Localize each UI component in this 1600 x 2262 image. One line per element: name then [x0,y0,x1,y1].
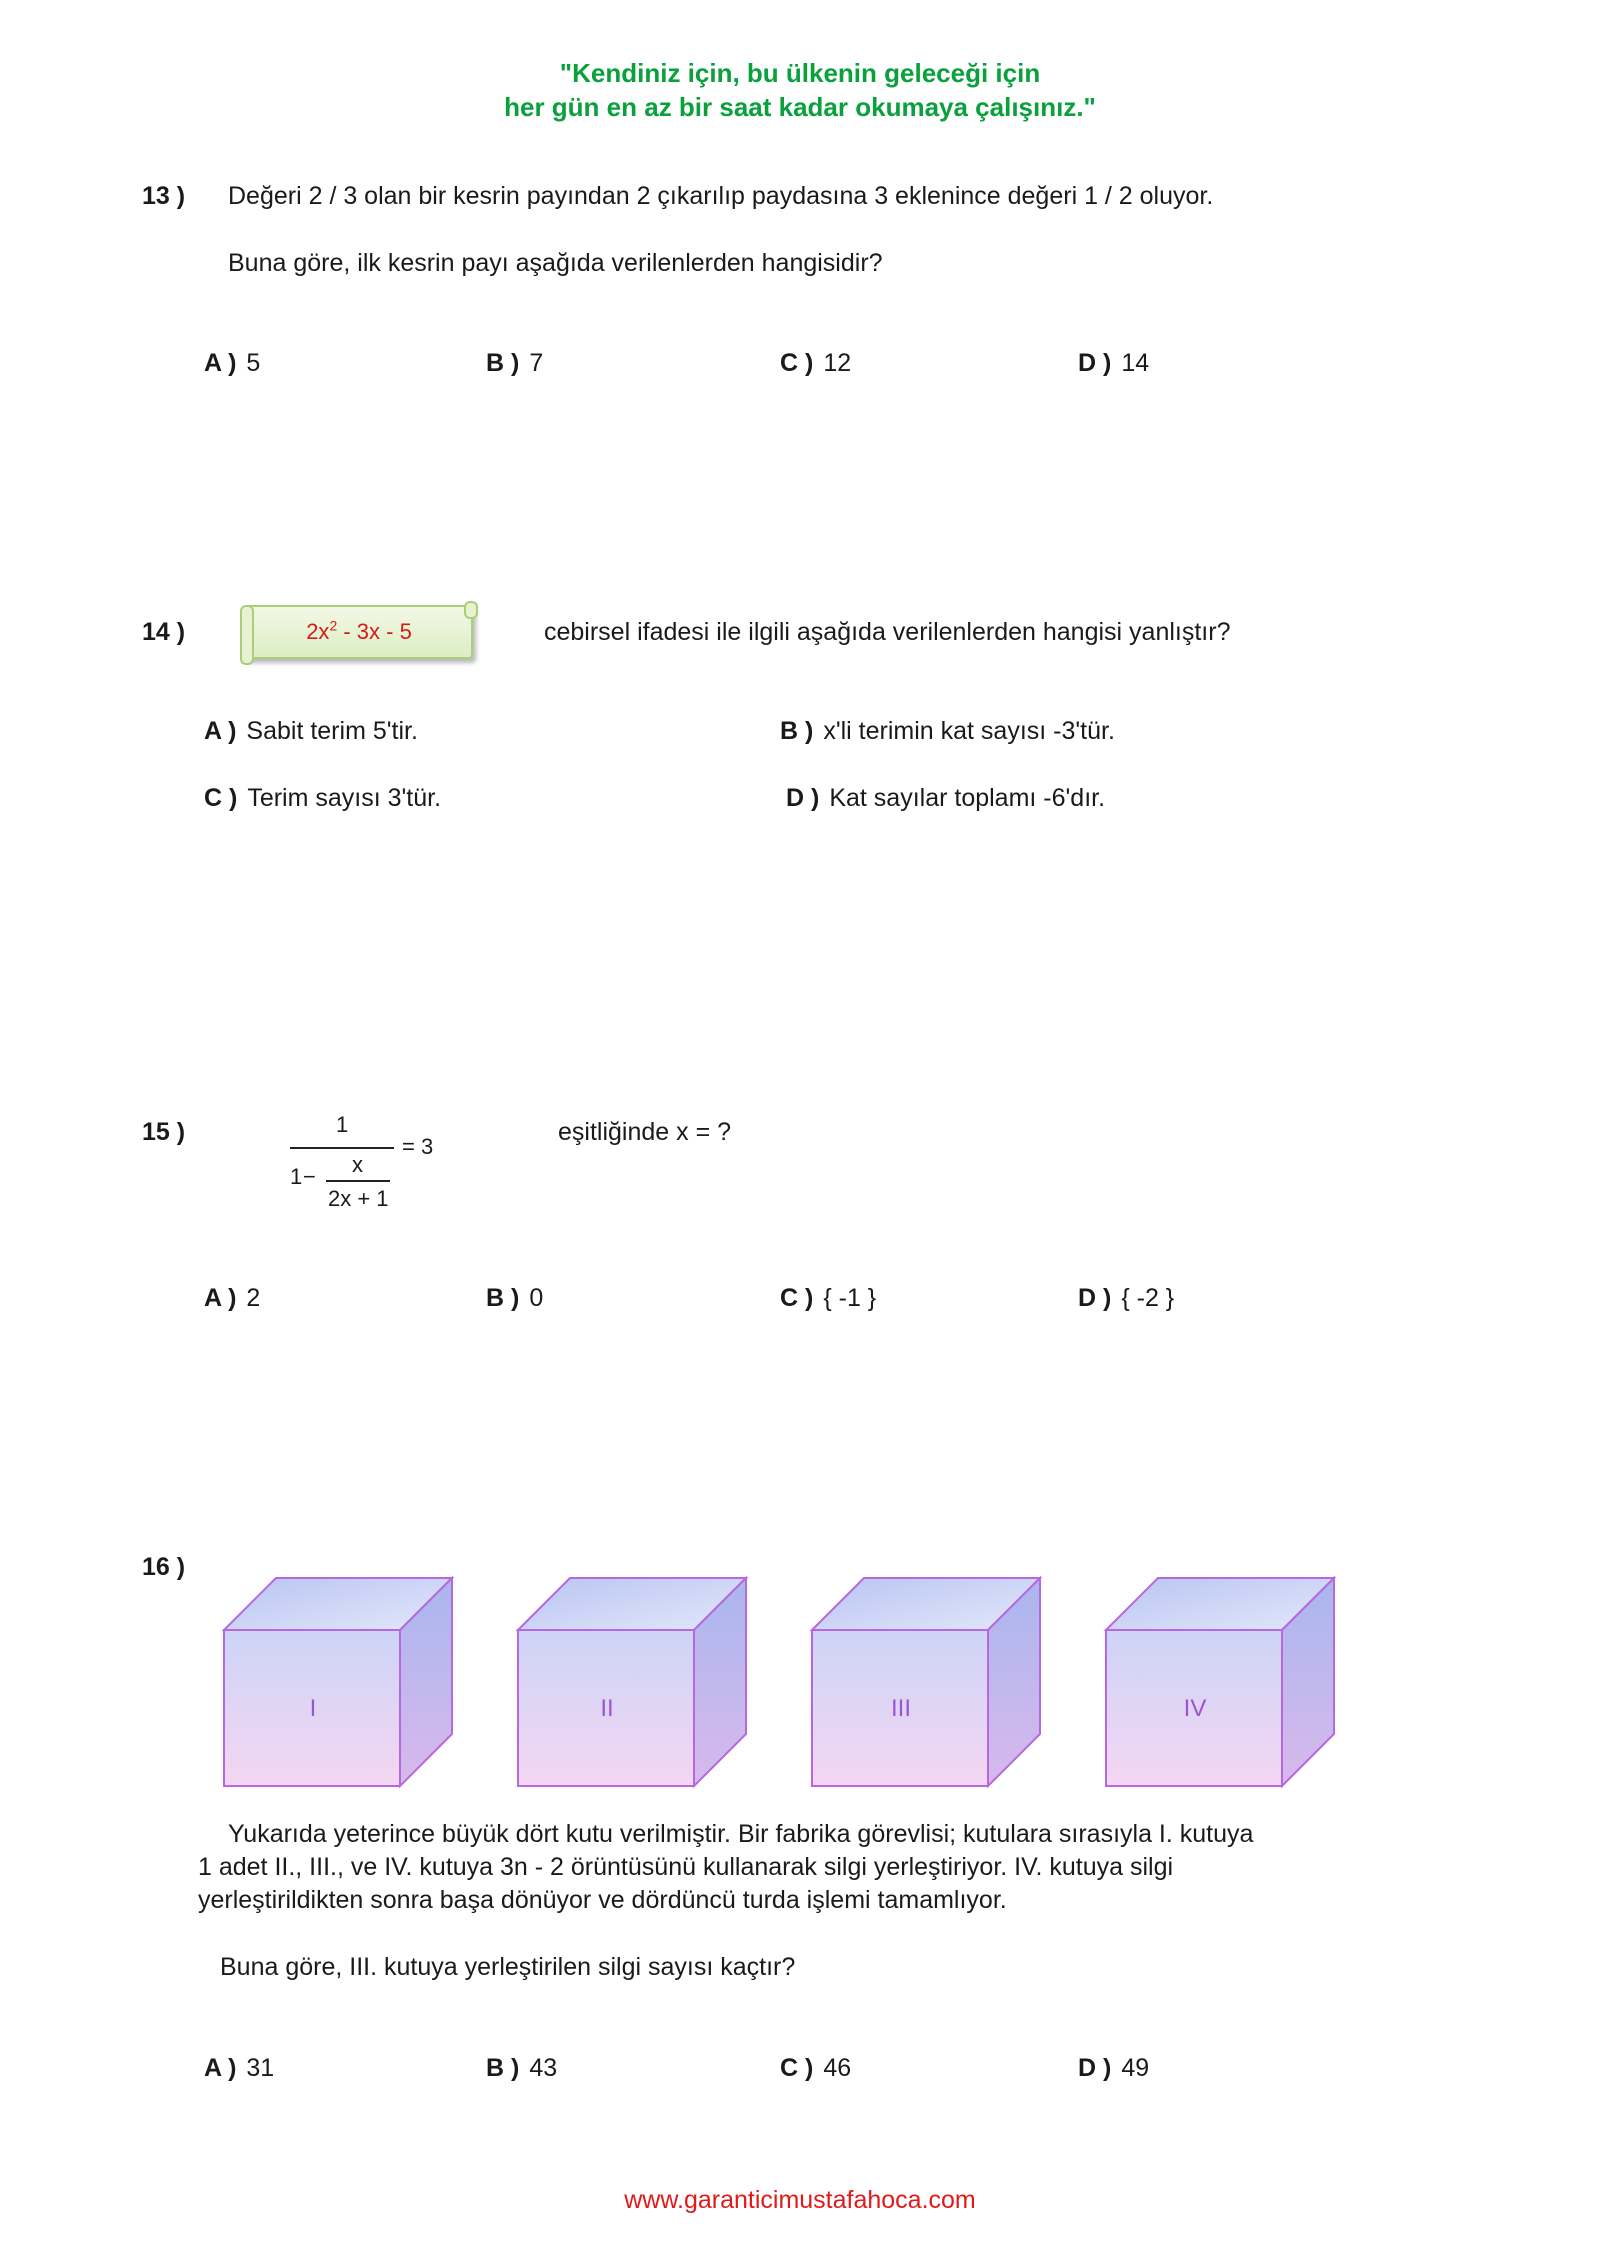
option-label: B ) [486,2054,520,2082]
option-value: 2 [246,1284,261,1312]
option-label: A ) [204,349,237,377]
option-value: 12 [823,349,852,377]
option-label: D ) [786,784,820,812]
option-value: Sabit terim 5'tir. [246,717,418,745]
box-3 [812,1578,1040,1786]
option-label: C ) [780,349,814,377]
expression-base: 2x [306,619,330,644]
option-label: B ) [486,1284,520,1312]
box-1 [224,1578,452,1786]
q16-option-d[interactable] [1078,2054,1149,2083]
equation-one: 1 [290,1164,303,1189]
option-label: A ) [204,2054,237,2082]
question-13-number: 13 ) [142,182,186,210]
main-fraction-bar [290,1147,394,1149]
scroll-curl-left [240,605,254,665]
box-label: IV [1183,1695,1207,1722]
option-label: B ) [486,349,520,377]
boxes-illustration [210,1562,1360,1802]
option-label: D ) [1078,349,1112,377]
option-label: C ) [204,784,238,812]
option-label: B ) [780,717,814,745]
q13-option-c[interactable] [780,349,851,378]
option-label: A ) [204,1284,237,1312]
q14-option-a[interactable] [204,717,418,746]
option-value: 43 [529,2054,558,2082]
box-label: I [309,1695,317,1722]
q14-option-c[interactable] [204,784,441,813]
option-value: x'li terimin kat sayısı -3'tür. [823,717,1115,745]
question-16-para-line-1: Yukarıda yeterince büyük dört kutu verilmiştir. Bir fabrika görevlisi; kutulara sırasıyla I. kutuya [228,1820,1254,1848]
equation-rhs: = 3 [402,1134,434,1159]
q13-option-a[interactable] [204,349,260,378]
option-value: 0 [529,1284,544,1312]
option-value: 46 [823,2054,852,2082]
expression-scroll [245,605,473,659]
question-16-number: 16 ) [142,1553,186,1581]
q15-option-a[interactable] [204,1284,260,1313]
option-label: D ) [1078,1284,1112,1312]
option-value: Kat sayılar toplamı -6'dır. [829,784,1106,812]
q13-option-b[interactable] [486,349,543,378]
footer-url[interactable]: www.garanticimustafahoca.com [624,2186,976,2214]
q14-option-b[interactable] [780,717,1115,746]
question-13-prompt: Buna göre, ilk kesrin payı aşağıda verilenlerden hangisidir? [228,249,883,277]
option-label: D ) [1078,2054,1112,2082]
option-value: 5 [246,349,261,377]
box-2 [518,1578,746,1786]
option-value: 7 [529,349,544,377]
option-value: 14 [1121,349,1150,377]
option-value: 31 [246,2054,275,2082]
question-13-text: Değeri 2 / 3 olan bir kesrin payından 2 çıkarılıp paydasına 3 eklenince değeri 1 / 2 oluyor. [228,182,1214,210]
option-value: 49 [1121,2054,1150,2082]
question-14-number: 14 ) [142,618,186,646]
option-value: { -1 } [823,1284,877,1312]
question-15-number: 15 ) [142,1118,186,1146]
question-16-prompt: Buna göre, III. kutuya yerleştirilen silgi sayısı kaçtır? [220,1953,796,1981]
q15-option-b[interactable] [486,1284,543,1313]
box-4 [1106,1578,1334,1786]
motto-line-2: her gün en az bir saat kadar okumaya çalışınız." [504,92,1096,122]
scroll-curl-right [464,601,478,619]
option-value: { -2 } [1121,1284,1175,1312]
expression-rest: - 3x - 5 [337,619,412,644]
inner-fraction-bar [326,1180,390,1182]
q14-option-d[interactable] [786,784,1105,813]
option-label: C ) [780,1284,814,1312]
q16-option-b[interactable] [486,2054,557,2083]
equation-x: x [352,1152,363,1177]
equation [290,1112,450,1222]
option-label: C ) [780,2054,814,2082]
q15-option-c[interactable] [780,1284,876,1313]
motto-line-1: "Kendiniz için, bu ülkenin geleceği için [559,58,1041,88]
question-14-text: cebirsel ifadesi ile ilgili aşağıda verilenlerden hangisi yanlıştır? [544,618,1231,646]
option-value: Terim sayısı 3'tür. [247,784,442,812]
q16-option-a[interactable] [204,2054,274,2083]
question-16-para-line-2: 1 adet II., III., ve IV. kutuya 3n - 2 örüntüsünü kullanarak silgi yerleştiriyor. IV. kutuya silgi [198,1853,1174,1881]
equation-minus: − [303,1164,316,1189]
equation-denominator: 2x + 1 [328,1186,389,1211]
box-label: II [600,1695,614,1722]
question-15-text: eşitliğinde x = ? [558,1118,732,1146]
box-label: III [890,1695,912,1722]
q16-option-c[interactable] [780,2054,851,2083]
expression-exponent: 2 [329,617,338,634]
equation-numerator: 1 [336,1112,349,1137]
question-16-para-line-3: yerleştirildikten sonra başa dönüyor ve dördüncü turda işlemi tamamlıyor. [198,1886,1007,1914]
option-label: A ) [204,717,237,745]
q15-option-d[interactable] [1078,1284,1174,1313]
q13-option-d[interactable] [1078,349,1149,378]
